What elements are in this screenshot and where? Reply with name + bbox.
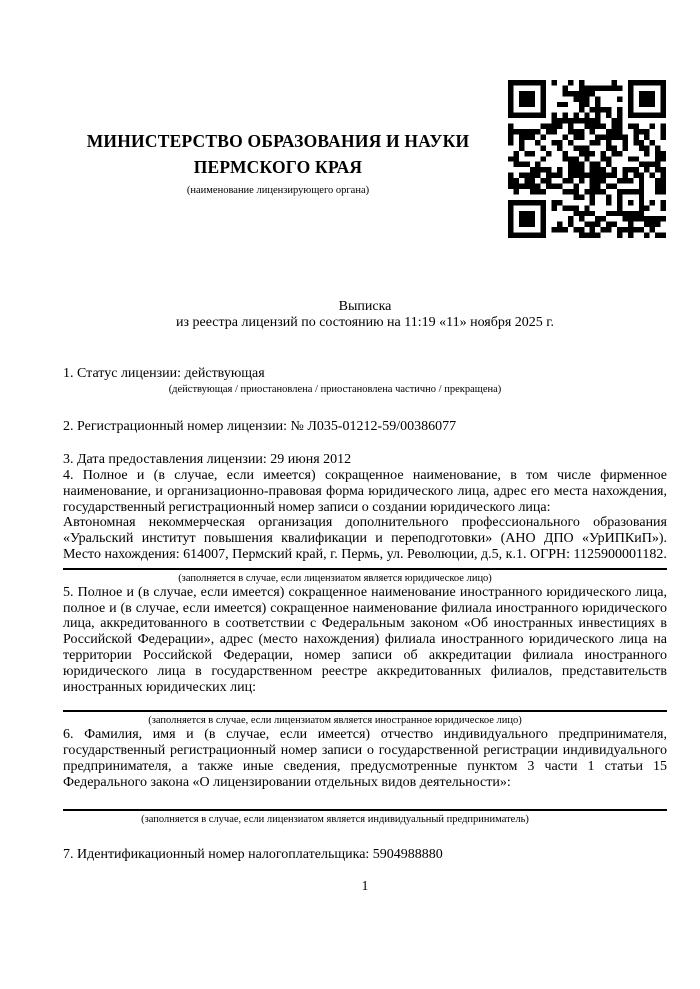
licensing-authority bbox=[63, 128, 493, 197]
document-body bbox=[63, 299, 667, 894]
document-subtitle: из реестра лицензий по состоянию на 11:19 «11» ноября 2025 г. bbox=[176, 314, 554, 330]
legal-entity-fill-line bbox=[63, 568, 667, 570]
status-options-caption: (действующая / приостановлена / приостановлена частично / прекращена) bbox=[168, 384, 502, 396]
document-title-block bbox=[63, 299, 667, 331]
ministry-caption: (наименование лицензирующего органа) bbox=[186, 185, 370, 196]
taxpayer-number-line: 7. Идентификационный номер налогоплательщика: 5904988880 bbox=[63, 846, 443, 862]
entrepreneur-caption: (заполняется в случае, если лицензиатом является индивидуальный предприниматель) bbox=[141, 813, 529, 825]
entrepreneur-fill-line bbox=[63, 809, 667, 811]
foreign-entity-fill-line bbox=[63, 710, 667, 712]
ministry-name-line2: ПЕРМСКОГО КРАЯ bbox=[193, 157, 363, 177]
page-number: 1 bbox=[361, 878, 369, 894]
legal-entity-caption: (заполняется в случае, если лицензиатом является юридическое лицо) bbox=[178, 572, 492, 584]
foreign-entity-paragraph: 5. Полное и (в случае, если имеется) сокращенное наименование иностранного юридического лица, полное и (в случае, если имеется) сокращенное наименование филиала иностранного юридического лица, аккредитованного в соответствии с Федеральным законом «Об иностранных инвестициях в Российской Федерации», адрес (место нахождения) филиала иностранного юридического лица на территории Российской Федерации, номер записи об аккредитации филиала иностранного юридического лица в государственном реестре аккредитованных филиалов, представительств иностранных юридических лиц: bbox=[63, 584, 667, 695]
grant-date-line: 3. Дата предоставления лицензии: 29 июня 2012 bbox=[63, 452, 352, 468]
registration-number-line: 2. Регистрационный номер лицензии: № Л035-01212-59/00386077 bbox=[63, 419, 457, 435]
license-status-line: 1. Статус лицензии: действующая bbox=[63, 365, 265, 381]
entrepreneur-paragraph: 6. Фамилия, имя и (в случае, если имеется) отчество индивидуального предпринимателя, государственный регистрационный номер записи о государственной регистрации индивидуального предпринимателя, а также иные сведения, предусмотренные пунктом 3 части 1 статьи 15 Федерального закона «О лицензировании отдельных видов деятельности»: bbox=[63, 727, 667, 790]
qr-code-image bbox=[508, 80, 666, 238]
document-title: Выписка bbox=[338, 299, 392, 314]
foreign-entity-caption: (заполняется в случае, если лицензиатом является иностранное юридическое лицо) bbox=[148, 715, 522, 727]
qr-code-icon bbox=[508, 80, 666, 238]
ministry-name-line1: МИНИСТЕРСТВО ОБРАЗОВАНИЯ И НАУКИ bbox=[86, 131, 470, 151]
legal-entity-paragraph: 4. Полное и (в случае, если имеется) сокращенное наименование, в том числе фирменное наименование, и организационно-правовая форма юридического лица, адрес его места нахождения, государственный регистрационный номер записи о создании юридического лица: bbox=[63, 467, 667, 515]
legal-entity-name-value: Автономная некоммерческая организация дополнительного профессионального образования «Уральский институт повышения квалификации и переподготовки» (АНО ДПО «УрИПКиП»). Место нахождения: 614007, Пермский край, г. Пермь, ул. Революции, д.5, к.1. ОГРН: 1125900001182. bbox=[63, 515, 667, 562]
